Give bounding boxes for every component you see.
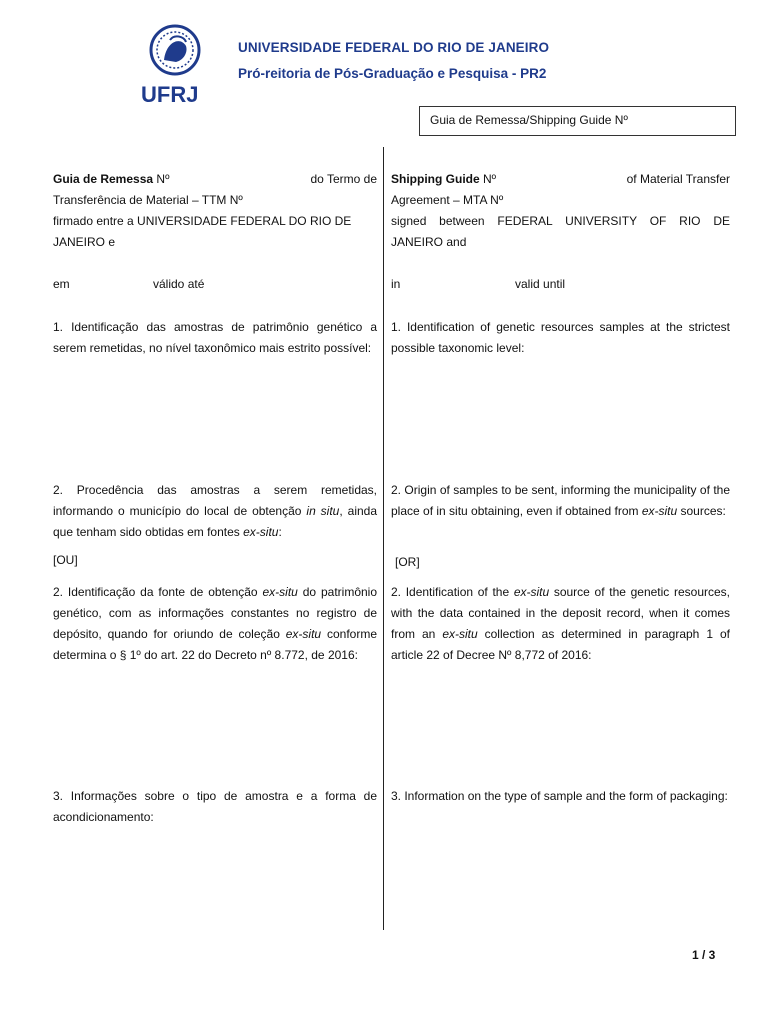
left-or: [OU] (53, 553, 78, 567)
page-number: 1 / 3 (692, 948, 716, 962)
left-dates: em válido até (53, 277, 205, 291)
right-item-2a: 2. Origin of samples to be sent, informing the municipality of the place of in situ obtaining, even if obtained from ex-situ sources: (391, 483, 730, 518)
left-item-2a: 2. Procedência das amostras a serem remetidas, informando o município do local de obtenção in situ, ainda que tenham sido obtidas em fontes ex-situ: (53, 483, 378, 539)
right-item-1: 1. Identification of genetic resources samples at the strictest possible taxonomic level: (391, 320, 730, 355)
university-name: UNIVERSIDADE FEDERAL DO RIO DE JANEIRO (238, 40, 550, 55)
right-intro: Shipping Guide Nº of Material Transfer Agreement – MTA Nº signed between FEDERAL UNIVERSITY OF RIO DE JANEIRO and (391, 172, 730, 249)
left-intro: Guia de Remessa Nº do Termo de Transferência de Material – TTM Nº firmado entre a UNIVERSIDADE FEDERAL DO RIO DE JANEIRO e (53, 172, 377, 249)
left-title: Guia de Remessa (53, 172, 154, 186)
left-item-3: 3. Informações sobre o tipo de amostra e a forma de acondicionamento: (53, 789, 377, 824)
column-divider (383, 147, 384, 930)
right-item-3: 3. Information on the type of sample and the form of packaging: (391, 789, 728, 803)
left-item-2b: 2. Identificação da fonte de obtenção ex-situ do patrimônio genético, com as informações constantes no registro de depósito, quando for oriundo de coleção ex-situ conforme determina o § 1º do art. 22 do Decreto nº 8.772, de 2016: (53, 585, 377, 662)
right-or: [OR] (395, 555, 420, 569)
ufrj-logo (140, 20, 218, 106)
guide-number-box: Guia de Remessa/Shipping Guide Nº (419, 106, 736, 136)
left-item-1: 1. Identificação das amostras de patrimônio genético a serem remetidas, no nível taxonômico mais estrito possível: (53, 320, 377, 355)
prorectorate-name: Pró-reitoria de Pós-Graduação e Pesquisa - PR2 (238, 66, 547, 81)
right-dates: in valid until (391, 277, 566, 291)
svg-text:UFRJ: UFRJ (141, 82, 199, 106)
right-title: Shipping Guide (391, 172, 480, 186)
right-item-2b: 2. Identification of the ex-situ source of the genetic resources, with the data contained in the deposit record, when it comes from an ex-situ collection as determined in paragraph 1 of article 22 of Decree Nº 8,772 of 2016: (391, 585, 730, 662)
